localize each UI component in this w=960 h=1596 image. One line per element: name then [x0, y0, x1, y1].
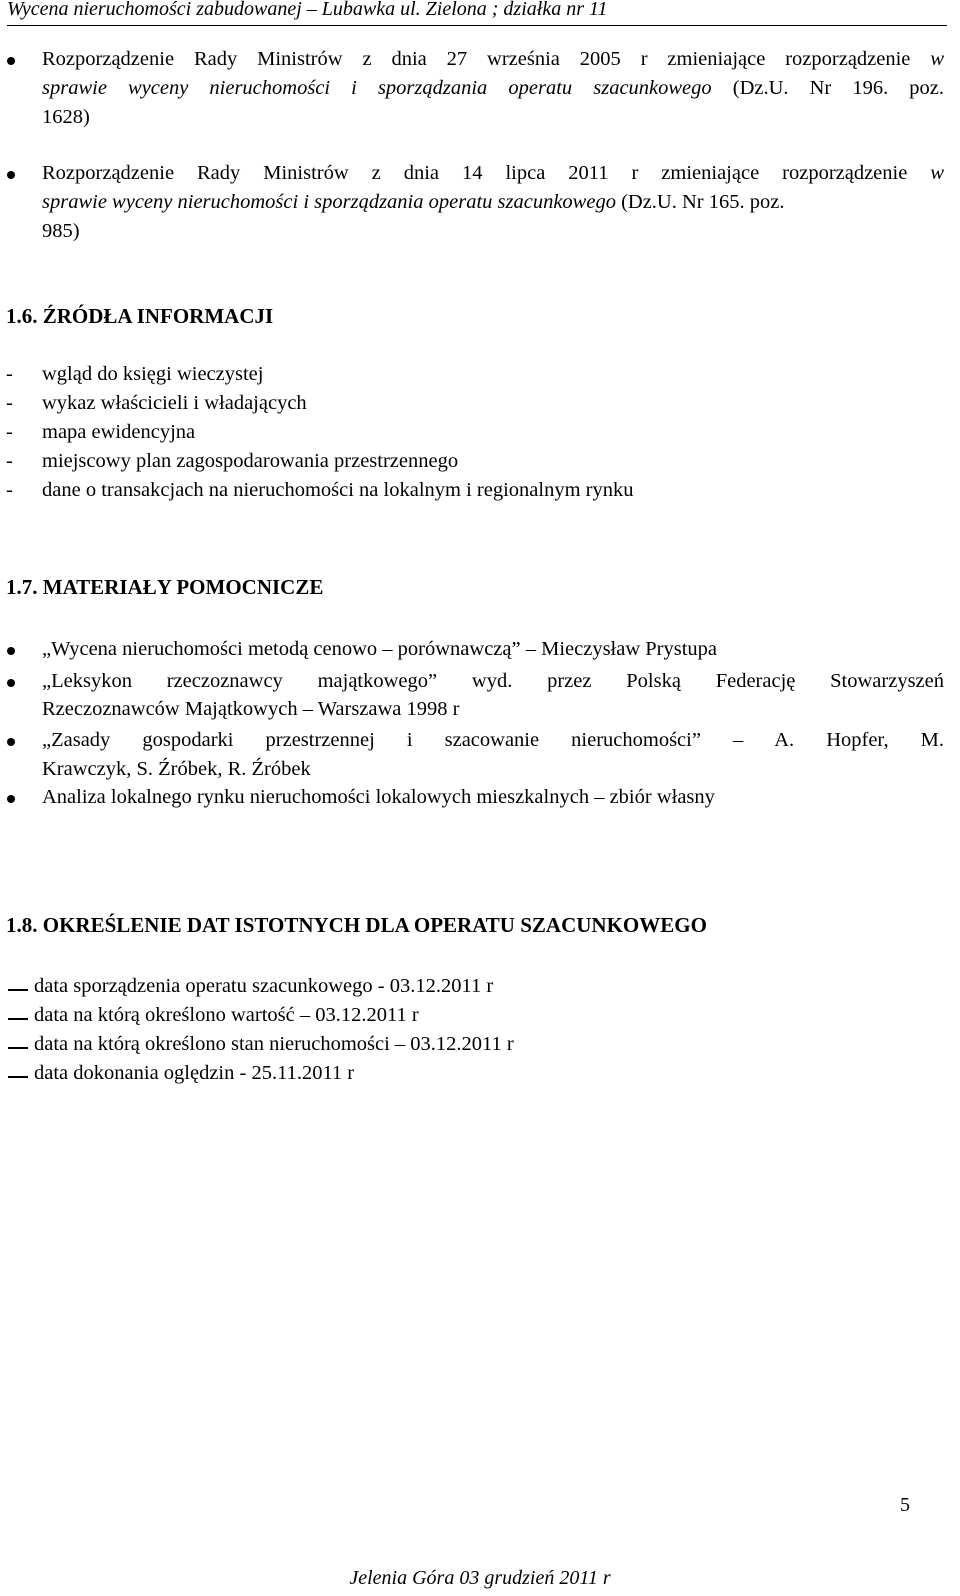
bullet-dot	[7, 647, 15, 655]
legal-ref-1-line2: sprawie wyceny nieruchomości i sporządzania operatu szacunkowego (Dz.U. Nr 196. poz.	[42, 77, 944, 99]
list-item: wgląd do księgi wieczystej	[42, 363, 264, 385]
list-item: wykaz właścicieli i władających	[42, 392, 307, 414]
list-item-continuation: Rzeczoznawców Majątkowych – Warszawa 1998 r	[42, 698, 460, 720]
list-item: Analiza lokalnego rynku nieruchomości lokalowych mieszkalnych – zbiór własny	[42, 786, 715, 808]
dash-marker: -	[6, 421, 13, 443]
legal-ref-2-line2: sprawie wyceny nieruchomości i sporządzania operatu szacunkowego (Dz.U. Nr 165. poz.	[42, 191, 785, 213]
list-item: „Wycena nieruchomości metodą cenowo – porównawczą” – Mieczysław Prystupa	[42, 638, 718, 660]
page-footer: Jelenia Góra 03 grudzień 2011 r	[349, 1567, 611, 1589]
dash-marker	[8, 1076, 28, 1078]
list-item: „Zasady gospodarki przestrzennej i szacowanie nieruchomości” – A. Hopfer, M.	[42, 729, 944, 751]
dash-marker	[8, 1018, 28, 1020]
section-heading-dates: 1.8. OKREŚLENIE DAT ISTOTNYCH DLA OPERATU SZACUNKOWEGO	[6, 913, 707, 937]
list-item-continuation: Krawczyk, S. Źróbek, R. Źróbek	[42, 758, 311, 780]
dash-marker: -	[6, 479, 13, 501]
list-item: mapa ewidencyjna	[42, 421, 196, 443]
dash-marker	[8, 989, 28, 991]
list-item: data sporządzenia operatu szacunkowego - 03.12.2011 r	[34, 975, 494, 997]
list-item: dane o transakcjach na nieruchomości na lokalnym i regionalnym rynku	[42, 479, 634, 501]
section-heading-materials: 1.7. MATERIAŁY POMOCNICZE	[6, 575, 324, 599]
legal-ref-1-line1: Rozporządzenie Rady Ministrów z dnia 27 września 2005 r zmieniające rozporządzenie w	[42, 48, 945, 70]
section-heading-sources: 1.6. ŹRÓDŁA INFORMACJI	[6, 304, 274, 328]
legal-ref-2-line1: Rozporządzenie Rady Ministrów z dnia 14 lipca 2011 r zmieniające rozporządzenie w	[42, 162, 945, 184]
list-item: miejscowy plan zagospodarowania przestrzennego	[42, 450, 459, 472]
list-item: data na którą określono wartość – 03.12.2011 r	[34, 1004, 419, 1026]
list-item: „Leksykon rzeczoznawcy majątkowego” wyd. przez Polską Federację Stowarzyszeń	[42, 670, 944, 692]
bullet-dot	[7, 738, 15, 746]
dash-marker: -	[6, 392, 13, 414]
legal-ref-1-line3: 1628)	[42, 106, 90, 128]
legal-ref-2-line3: 985)	[42, 220, 80, 242]
page-number: 5	[900, 1494, 910, 1516]
bullet-dot	[7, 795, 15, 803]
dash-marker: -	[6, 450, 13, 472]
running-header: Wycena nieruchomości zabudowanej – Lubawka ul. Zielona ; działka nr 11	[7, 0, 947, 26]
dash-marker: -	[6, 363, 13, 385]
bullet-dot	[7, 679, 15, 687]
bullet-dot	[7, 171, 15, 179]
dash-marker	[8, 1047, 28, 1049]
list-item: data na którą określono stan nieruchomości – 03.12.2011 r	[34, 1033, 514, 1055]
bullet-dot	[7, 57, 15, 65]
list-item: data dokonania oględzin - 25.11.2011 r	[34, 1062, 355, 1084]
